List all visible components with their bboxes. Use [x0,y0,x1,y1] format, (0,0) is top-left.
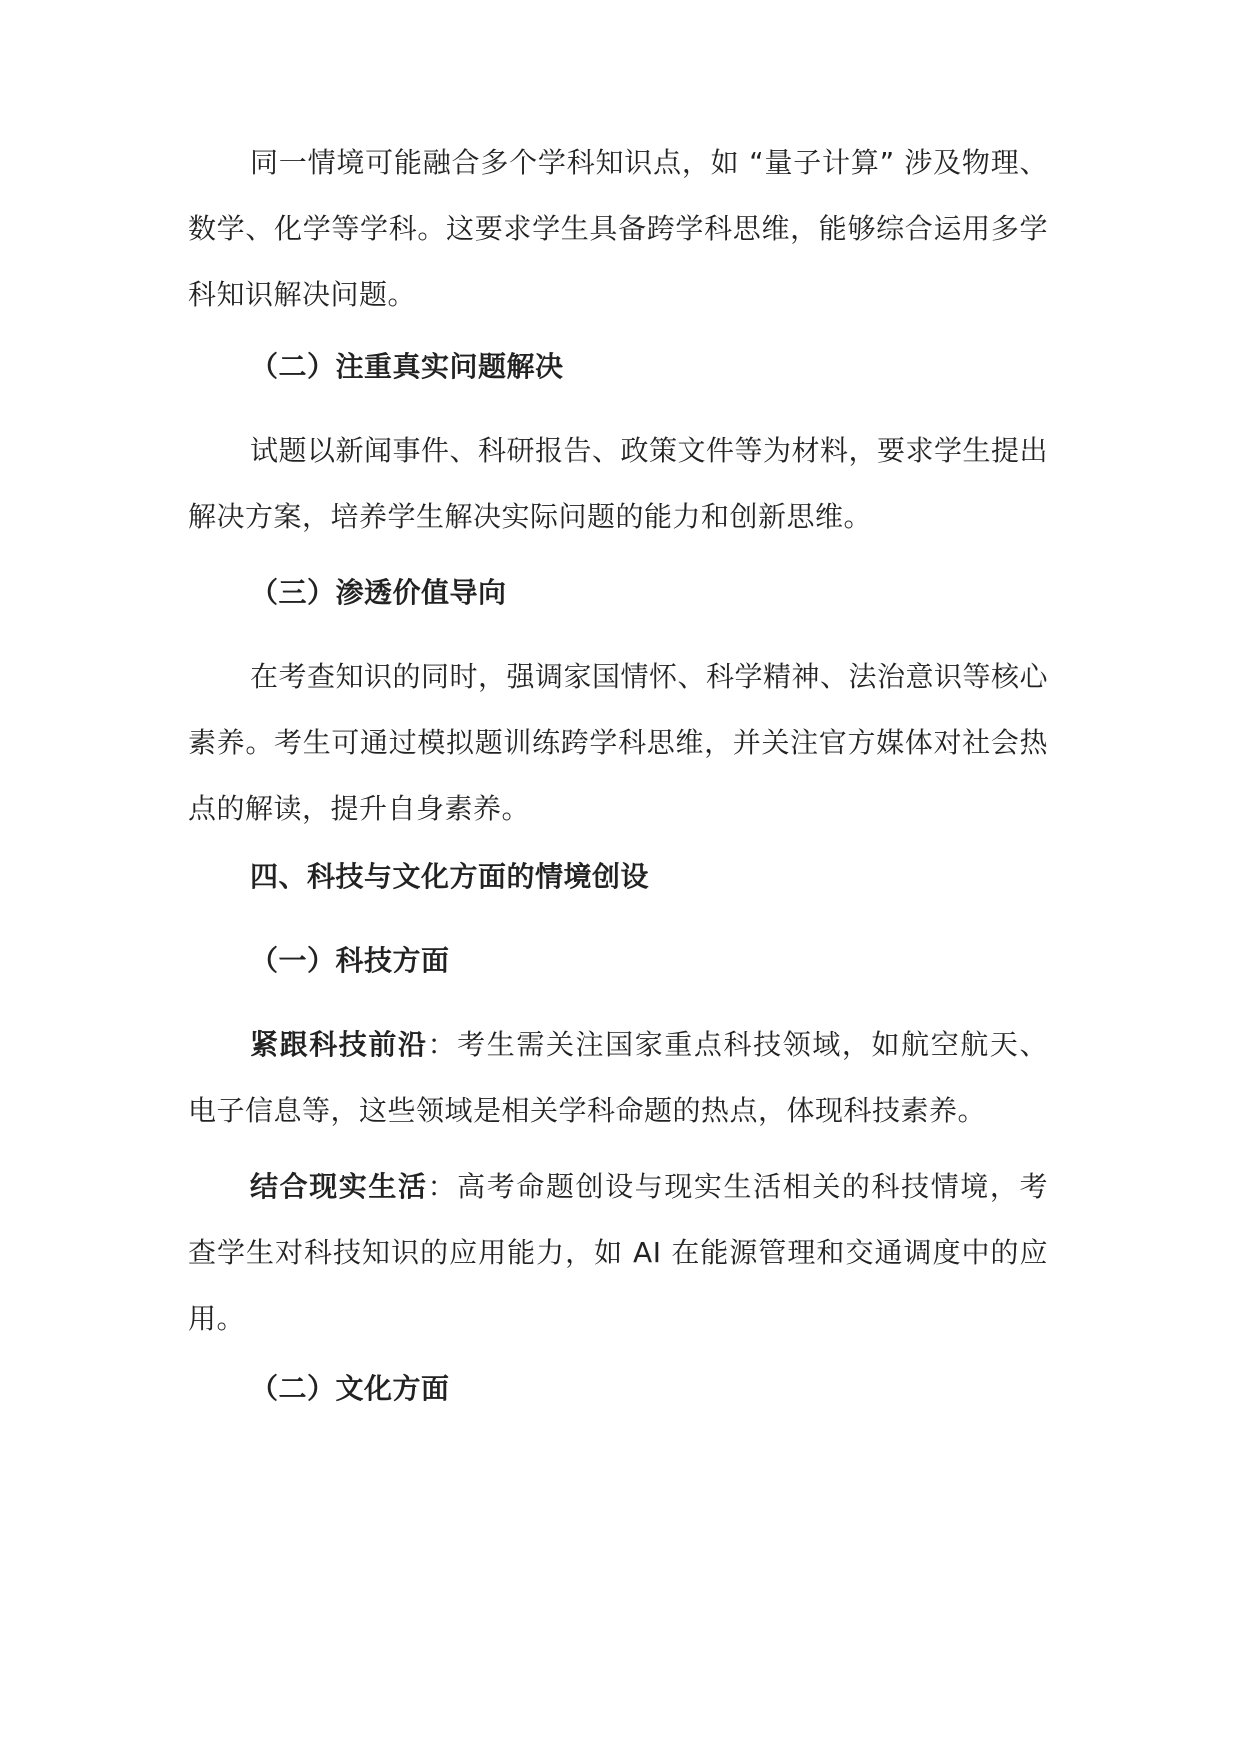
paragraph-real-life [188,1154,1048,1352]
paragraph-tech-frontier [188,1012,1048,1144]
heading-tech-culture: 四、科技与文化方面的情境创设 [250,860,650,893]
lead-real-life: 结合现实生活 [250,1170,428,1203]
heading-tech: （一）科技方面 [250,944,450,977]
lead-tech-frontier: 紧跟科技前沿 [250,1028,428,1061]
heading-real-problem-solving: （二）注重真实问题解决 [250,350,564,383]
heading-value-orientation: （三）渗透价值导向 [250,576,507,609]
paragraph-real-problem-solving: 试题以新闻事件、科研报告、政策文件等为材料，要求学生提出解决方案，培养学生解决实际问题的能力和创新思维。 [188,434,1049,533]
body-tech-frontier: ：考生需关注国家重点科技领域，如航空航天、电子信息等，这些领域是相关学科命题的热点，体现科技素养。 [188,1028,1048,1127]
body-real-life: ：高考命题创设与现实生活相关的科技情境，考查学生对科技知识的应用能力，如 AI 在能源管理和交通调度中的应用。 [188,1170,1048,1335]
paragraph-interdisciplinary: 同一情境可能融合多个学科知识点，如 “量子计算” 涉及物理、数学、化学等学科。这要求学生具备跨学科思维，能够综合运用多学科知识解决问题。 [188,146,1048,311]
heading-culture: （二）文化方面 [250,1372,450,1405]
paragraph-value-orientation: 在考查知识的同时，强调家国情怀、科学精神、法治意识等核心素养。考生可通过模拟题训练跨学科思维，并关注官方媒体对社会热点的解读，提升自身素养。 [188,660,1049,825]
